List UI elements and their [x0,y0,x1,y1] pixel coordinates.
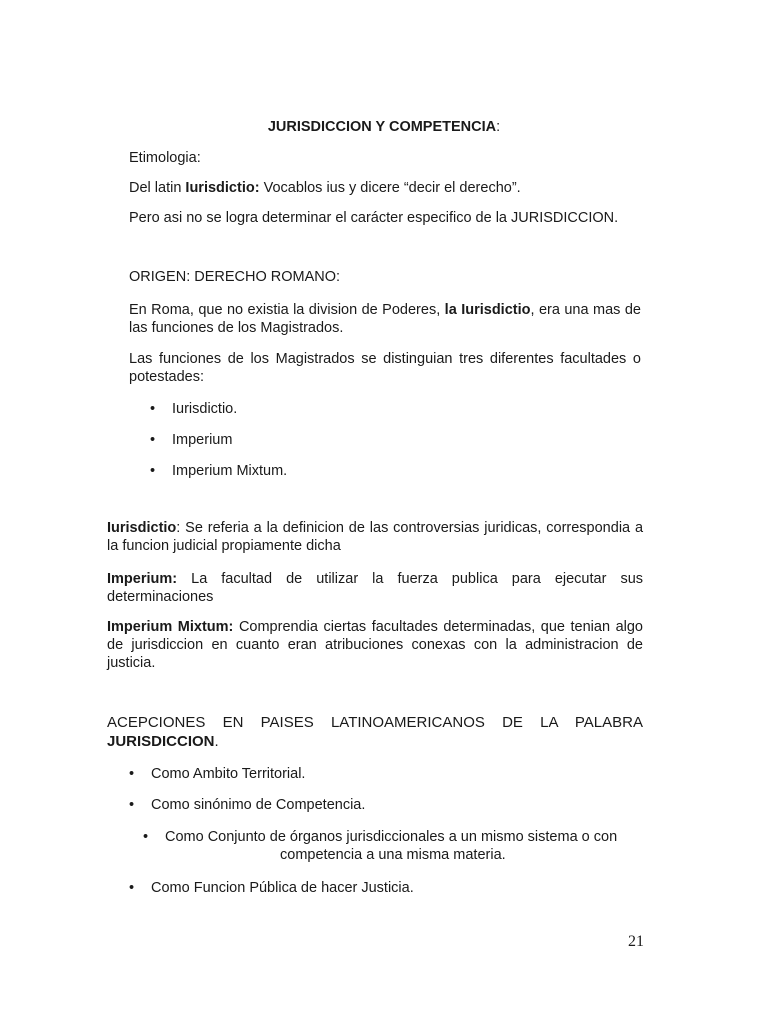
list-item [129,879,414,897]
bullet-icon: • [150,401,156,417]
acepciones-heading-2 [107,733,643,751]
definition-term: Imperium: [107,571,178,587]
bullet-icon: • [129,797,135,813]
acepciones-heading: ACEPCIONES EN PAISES LATINOAMERICANOS DE LA PALABRA [107,714,643,731]
definition-term: Imperium Mixtum: [107,619,234,635]
list-item-text: Como Conjunto de órganos jurisdiccionales a un mismo sistema o con [165,829,618,845]
etymology-line-2: Pero asi no se logra determinar el carácter especifico de la JURISDICCION. [129,210,619,226]
origin-paragraph-1 [129,301,641,337]
acepciones-heading-bold: JURISDICCION [107,733,215,750]
definition-iurisdictio [107,519,643,555]
list-item [150,431,232,449]
definition-imperium [107,570,643,606]
etymology-text: Del latin [129,180,186,196]
bullet-icon: • [129,766,135,782]
definition-text: Comprendia ciertas facultades determinadas, que tenian algo de jurisdiccion en cuanto eran atribuciones conexas con la administracion de justicia. [107,619,643,671]
origin-heading: ORIGEN: DERECHO ROMANO: [129,269,341,285]
bullet-icon: • [143,829,149,845]
list-item-text: Como Funcion Pública de hacer Justicia. [151,880,414,896]
etymology-label: Etimologia: [129,150,201,166]
definition-sep: : [176,520,186,536]
bullet-icon: • [150,463,156,479]
definition-text: Se referia a la definicion de las controversias juridicas, correspondia a la funcion judicial propiamente dicha [107,520,644,554]
page-title [0,118,768,136]
title-text: JURISDICCION Y COMPETENCIA [267,119,497,135]
list-item-continuation: competencia a una misma materia. [280,847,506,863]
list-item [129,796,365,814]
title-colon: : [496,119,501,135]
list-item [150,400,237,418]
bullet-icon: • [150,432,156,448]
etymology-text-2: Vocablos ius y dicere “decir el derecho”. [259,180,521,196]
etymology-term: Iurisdictio: [185,180,260,196]
origin-p1-text: En Roma, que no existia la division de Poderes, [129,302,445,318]
definition-text: La facultad de utilizar la fuerza publica para ejecutar sus determinaciones [107,571,644,605]
page-number: 21 [628,933,644,950]
list-item-text: Imperium [172,432,233,448]
definition-sep [177,571,191,587]
list-item [143,828,617,846]
acepciones-heading-end: . [214,733,219,750]
origin-p1-text-2: , era una mas de las funciones de los Magistrados. [129,302,641,336]
list-item-text: Iurisdictio. [172,401,238,417]
list-item-text: Como sinónimo de Competencia. [151,797,366,813]
list-item-text: Imperium Mixtum. [172,463,288,479]
etymology-line-1 [129,179,644,197]
bullet-icon: • [129,880,135,896]
definition-imperium-mixtum [107,618,643,672]
list-item-text: Como Ambito Territorial. [151,766,306,782]
origin-p1-bold: la Iurisdictio [444,302,531,318]
origin-paragraph-2: Las funciones de los Magistrados se distinguian tres diferentes facultades o potestades: [129,351,641,385]
list-item [129,765,305,783]
definition-term: Iurisdictio [107,520,177,536]
list-item [150,462,287,480]
